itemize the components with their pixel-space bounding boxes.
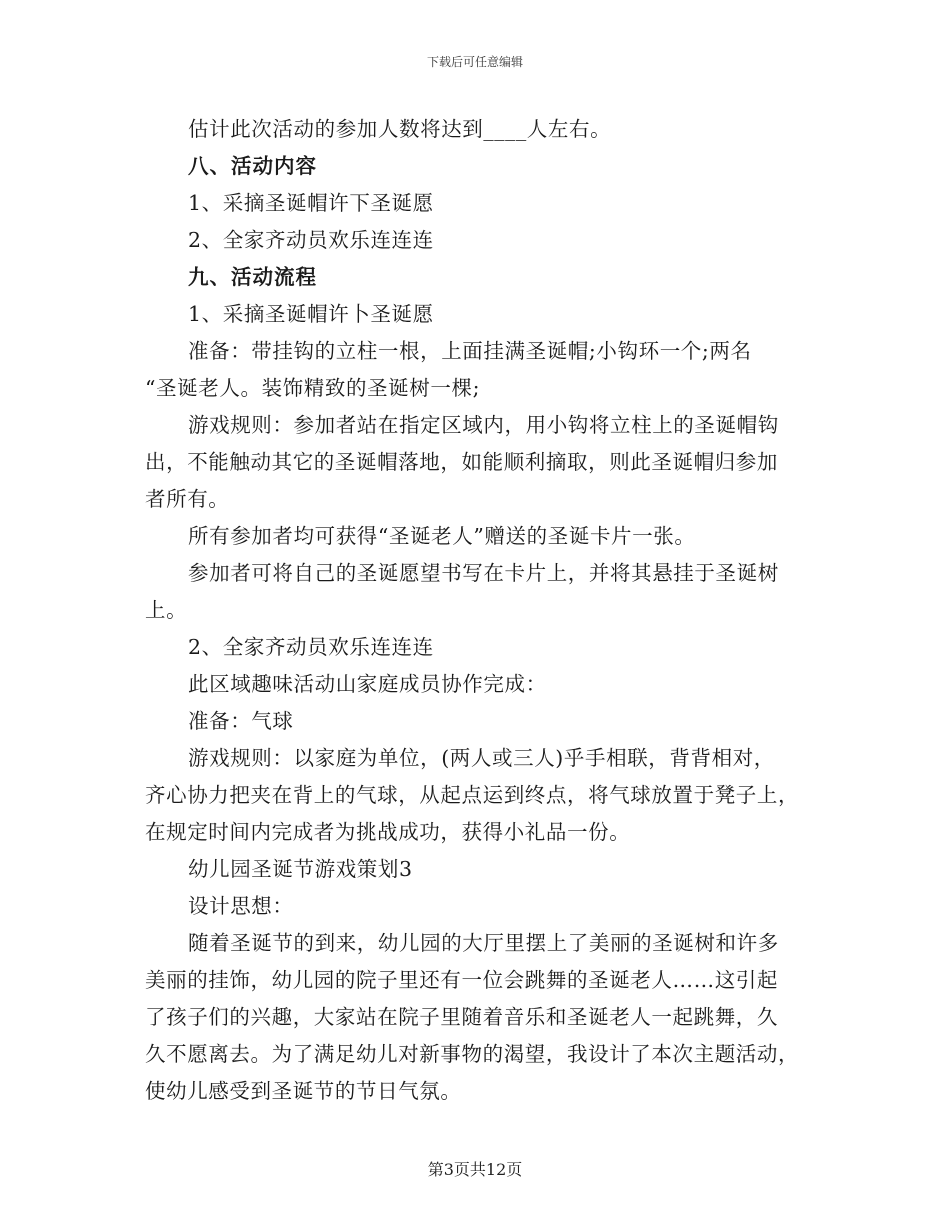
paragraph-design-2: 美丽的挂饰，幼儿园的院子里还有一位会跳舞的圣诞老人……这引起 bbox=[145, 968, 778, 992]
list-item-content-1: 1、采摘圣诞帽许下圣诞愿 bbox=[188, 191, 434, 215]
paragraph-preparation-2: 准备：气球 bbox=[188, 709, 294, 733]
paragraph-participant-estimate: 估计此次活动的参加人数将达到____人左右。 bbox=[188, 117, 612, 141]
section-title-plan-3: 幼儿园圣诞节游戏策划3 bbox=[188, 857, 413, 881]
paragraph-preparation-1-cont: “圣诞老人。装饰精致的圣诞树一棵; bbox=[145, 376, 481, 400]
page-footer: 第3页共12页 bbox=[427, 1160, 523, 1179]
paragraph-rules-1-end: 者所有。 bbox=[145, 487, 230, 511]
subheading-design-idea: 设计思想： bbox=[188, 894, 294, 918]
paragraph-rules-1-cont: 出，不能触动其它的圣诞帽落地，如能顺利摘取，则此圣诞帽归参加 bbox=[145, 450, 778, 474]
paragraph-rules-1: 游戏规则：参加者站在指定区域内，用小钩将立柱上的圣诞帽钩 bbox=[188, 413, 779, 437]
subheading-flow-2: 2、全家齐动员欢乐连连连 bbox=[188, 635, 434, 659]
paragraph-family-activity: 此区域趣味活动山家庭成员协作完成： bbox=[188, 672, 547, 696]
paragraph-wish-card: 参加者可将自己的圣诞愿望书写在卡片上，并将其悬挂于圣诞树 bbox=[188, 561, 779, 585]
subheading-flow-1: 1、采摘圣诞帽许卜圣诞愿 bbox=[188, 302, 434, 326]
paragraph-design-4: 久不愿离去。为了满足幼儿对新事物的渴望，我设计了本次主题活动， bbox=[145, 1042, 800, 1066]
paragraph-preparation-1: 准备：带挂钩的立柱一根，上面挂满圣诞帽;小钩环一个;两名 bbox=[188, 339, 752, 363]
paragraph-card-gift: 所有参加者均可获得“圣诞老人”赠送的圣诞卡片一张。 bbox=[188, 524, 696, 548]
paragraph-design-3: 了孩子们的兴趣，大家站在院子里随着音乐和圣诞老人一起跳舞，久 bbox=[145, 1005, 778, 1029]
list-item-content-2: 2、全家齐动员欢乐连连连 bbox=[188, 228, 434, 252]
section-heading-activity-content: 八、活动内容 bbox=[188, 154, 317, 178]
section-heading-activity-flow: 九、活动流程 bbox=[188, 265, 317, 289]
paragraph-rules-2: 游戏规则：以家庭为单位，(两人或三人)乎手相联，背背相对， bbox=[188, 746, 775, 770]
paragraph-design-5: 使幼儿感受到圣诞节的节日气氛。 bbox=[145, 1079, 462, 1103]
paragraph-wish-card-end: 上。 bbox=[145, 598, 188, 622]
paragraph-rules-2-cont: 齐心协力把夹在背上的气球，从起点运到终点，将气球放置于凳子上， bbox=[145, 783, 800, 807]
paragraph-design-1: 随着圣诞节的到来，幼儿园的大厅里摆上了美丽的圣诞树和许多 bbox=[188, 931, 779, 955]
page-header: 下载后可任意编辑 bbox=[426, 55, 523, 69]
paragraph-rules-2-end: 在规定时间内完成者为挑战成功，获得小礼品一份。 bbox=[145, 820, 631, 844]
